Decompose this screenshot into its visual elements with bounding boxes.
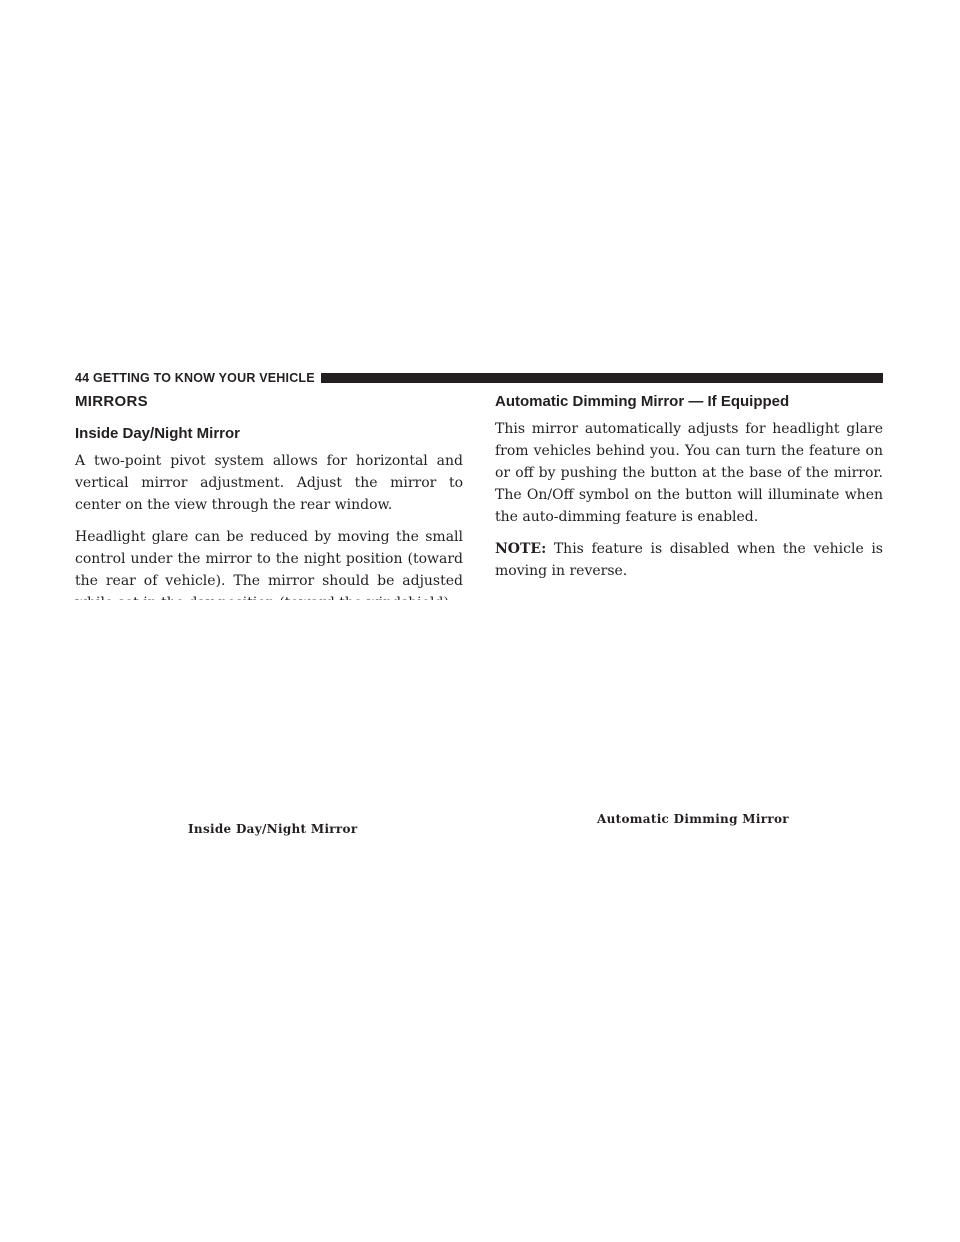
page-header xyxy=(75,370,883,386)
paragraph: A two-point pivot system allows for horizontal and vertical mirror adjustment. Adjust the mirror to center on the view through the rear window. xyxy=(75,453,463,513)
subsection-title-inside-mirror: Inside Day/Night Mirror xyxy=(75,425,241,442)
auto-dimming-mirror-figure xyxy=(495,590,883,805)
section-title: MIRRORS xyxy=(75,393,148,410)
inside-mirror-figure xyxy=(75,600,463,815)
paragraph: This mirror automatically adjusts for headlight glare from vehicles behind you. You can turn the feature on or off by pushing the button at the base of the mirror. The On/Off symbol on the button will illuminate when the auto-dimming feature is enabled. xyxy=(495,421,883,525)
subsection-title-auto-dimming: Automatic Dimming Mirror — If Equipped xyxy=(495,393,790,410)
left-column xyxy=(75,392,463,624)
note-text: This feature is disabled when the vehicle is moving in reverse. xyxy=(495,541,883,579)
header-rule xyxy=(321,373,883,383)
note-label: NOTE: xyxy=(495,541,547,557)
figure-caption-auto-dimming: Automatic Dimming Mirror xyxy=(597,812,789,826)
paragraph: Headlight glare can be reduced by moving the small control under the mirror to the night position (toward the rear of vehicle). The mirror should be adjusted xyxy=(75,529,463,589)
right-column xyxy=(495,392,883,592)
note-paragraph xyxy=(495,538,883,582)
page-number-and-section: 44 GETTING TO KNOW YOUR VEHICLE xyxy=(75,371,315,385)
figure-caption-inside-mirror: Inside Day/Night Mirror xyxy=(188,822,358,836)
